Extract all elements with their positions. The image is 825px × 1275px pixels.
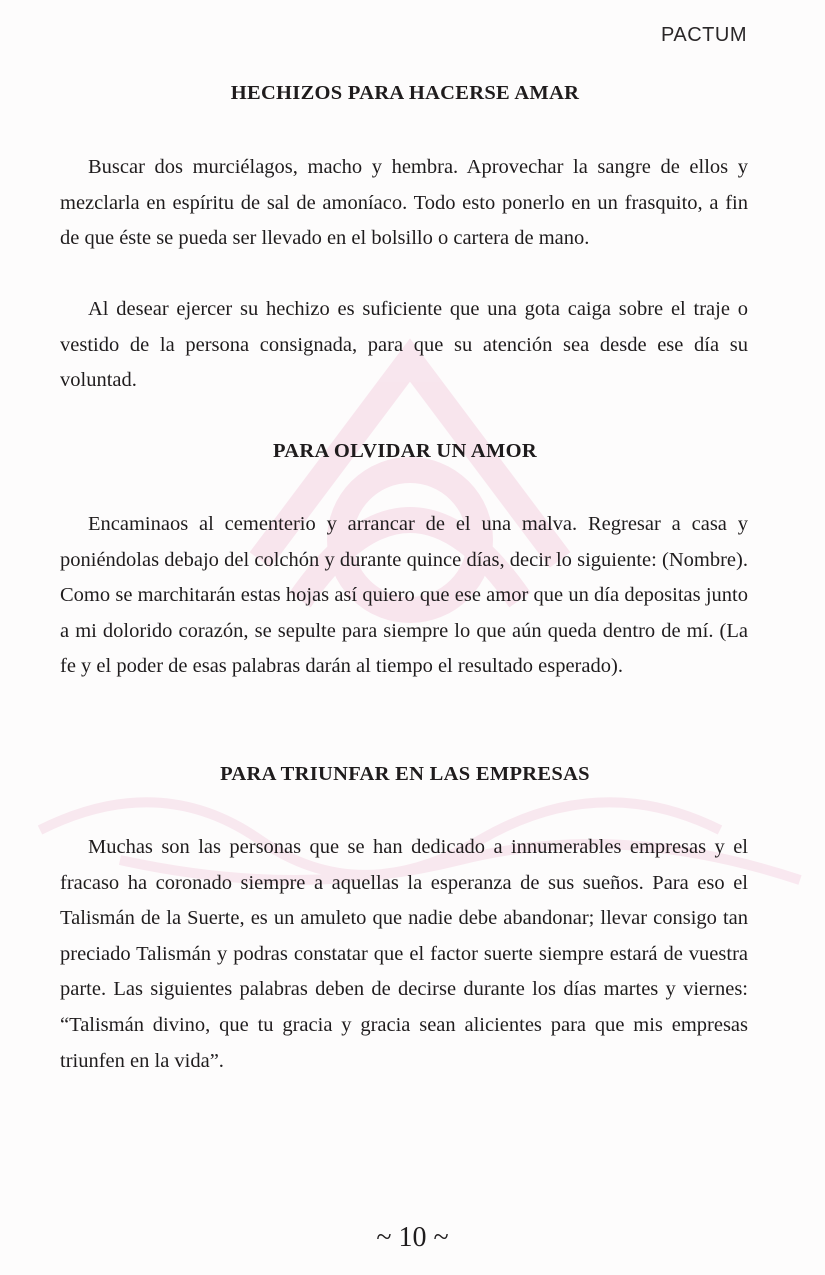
paragraph: Al desear ejercer su hechizo es suficiente que una gota caiga sobre el traje o vestido de la persona consignada, para que su atención sea desde ese día su voluntad. <box>60 298 748 392</box>
section-title-olvidar: PARA OLVIDAR UN AMOR <box>273 440 537 462</box>
running-header: PACTUM <box>661 24 747 46</box>
section-title-hechizos: HECHIZOS PARA HACERSE AMAR <box>230 82 580 104</box>
paragraph: Buscar dos murciélagos, macho y hembra. Aprovechar la sangre de ellos y mezclarla en espíritu de sal de amoníaco. Todo esto ponerlo en un frasquito, a fin de que éste se pueda ser llevado en el bolsillo o cartera de mano. <box>60 156 748 250</box>
paragraph: Muchas son las personas que se han dedicado a innumerables empresas y el fracaso ha coronado siempre a aquellas la esperanza de sus sueños. Para eso el Talismán de la Suerte, es un amuleto que nadie debe abandonar; llevar consigo tan preciado Talismán y podras constatar que el factor suerte siempre estará de vuestra parte. Las siguientes palabras deben de decirse durante los días martes y viernes: “Talismán divino, que tu gracia y gracia sean alicientes para que mis empresas triunfen en la vida”. <box>60 836 748 1072</box>
paragraph: Encaminaos al cementerio y arrancar de el una malva. Regresar a casa y poniéndolas debajo del colchón y durante quince días, decir lo siguiente: (Nombre). Como se marchitarán estas hojas así quiero que ese amor que un día depositas junto a mi dolorido corazón, se sepulte para siempre lo que aún queda dentro de mí. (La fe y el poder de esas palabras darán al tiempo el resultado esperado). <box>60 513 748 678</box>
page-number: ~ 10 ~ <box>376 1222 449 1253</box>
section-title-triunfar: PARA TRIUNFAR EN LAS EMPRESAS <box>220 763 590 785</box>
